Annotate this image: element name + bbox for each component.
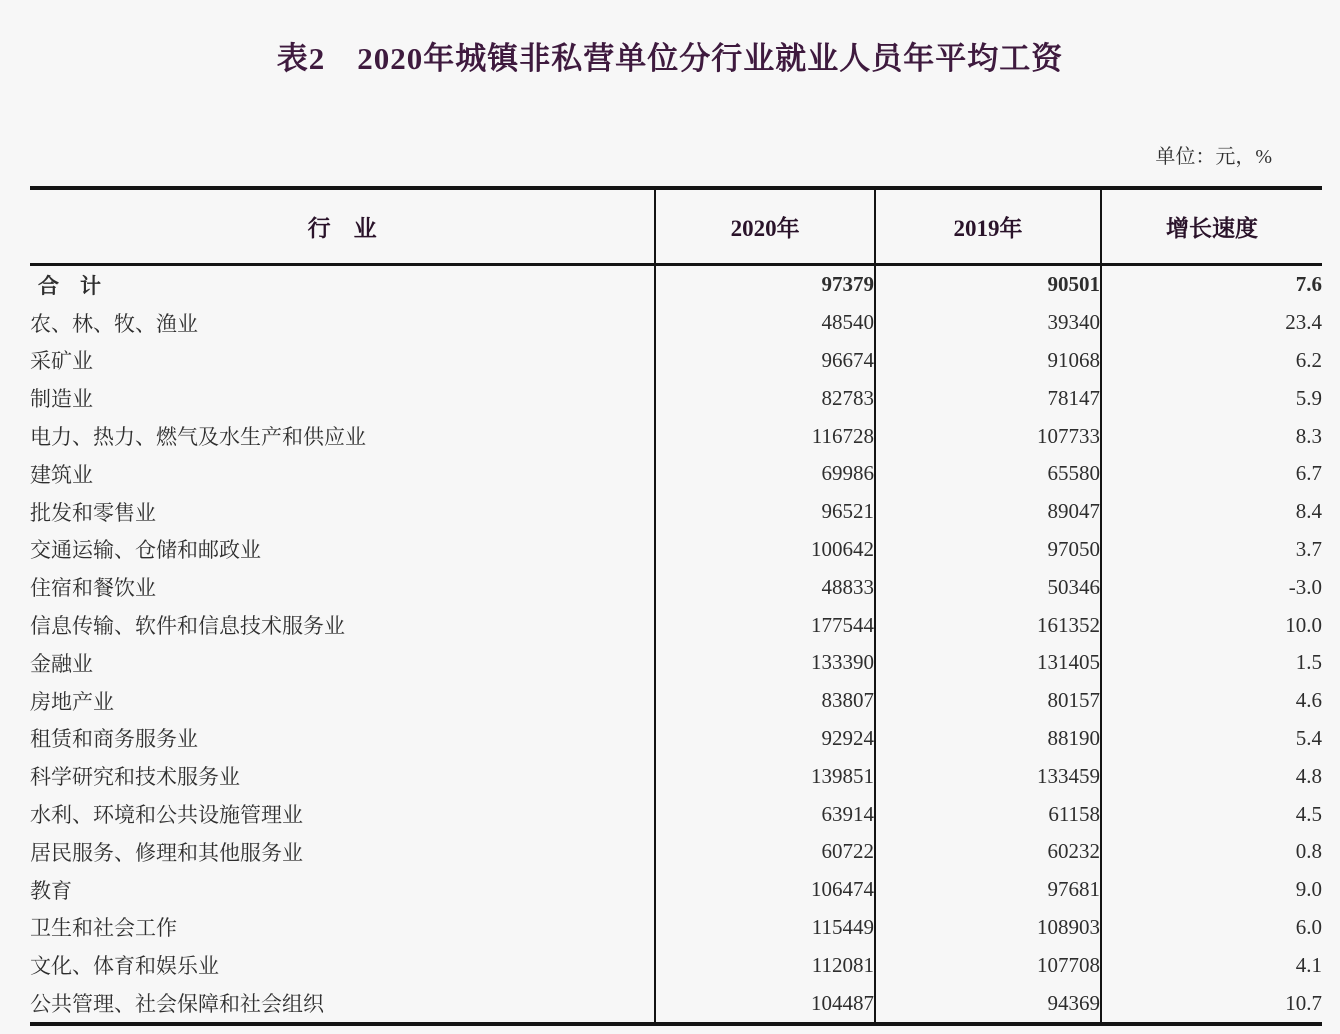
table-row xyxy=(30,455,1322,493)
industry-cell: 合 计 xyxy=(38,273,101,298)
value-2020-cell: 133390 xyxy=(655,644,875,682)
header-2019: 2019年 xyxy=(875,188,1101,265)
table-row xyxy=(30,342,1322,380)
value-2019-cell: 78147 xyxy=(875,379,1101,417)
table-body xyxy=(30,265,1322,1024)
industry-cell: 教育 xyxy=(30,878,72,903)
value-2019-cell: 94369 xyxy=(875,984,1101,1024)
table-row xyxy=(30,606,1322,644)
value-2020-cell: 82783 xyxy=(655,379,875,417)
value-2020-cell: 106474 xyxy=(655,871,875,909)
table-row xyxy=(30,417,1322,455)
value-2020-cell: 60722 xyxy=(655,833,875,871)
growth-cell: 10.7 xyxy=(1101,984,1322,1024)
industry-cell: 水利、环境和公共设施管理业 xyxy=(30,803,303,828)
value-2020-cell: 63914 xyxy=(655,795,875,833)
value-2019-cell: 97050 xyxy=(875,531,1101,569)
growth-cell: 4.8 xyxy=(1101,757,1322,795)
industry-cell: 卫生和社会工作 xyxy=(30,916,177,941)
value-2020-cell: 48540 xyxy=(655,304,875,342)
growth-cell: 6.2 xyxy=(1101,342,1322,380)
growth-cell: 10.0 xyxy=(1101,606,1322,644)
industry-cell: 采矿业 xyxy=(30,349,93,374)
table-header-row xyxy=(30,188,1322,265)
table-row xyxy=(30,568,1322,606)
value-2020-cell: 100642 xyxy=(655,531,875,569)
header-growth: 增长速度 xyxy=(1101,188,1322,265)
industry-cell: 公共管理、社会保障和社会组织 xyxy=(30,992,324,1017)
growth-cell: 0.8 xyxy=(1101,833,1322,871)
growth-cell: 23.4 xyxy=(1101,304,1322,342)
growth-cell: 5.4 xyxy=(1101,720,1322,758)
wage-table xyxy=(30,186,1322,1026)
value-2020-cell: 116728 xyxy=(655,417,875,455)
industry-cell: 居民服务、修理和其他服务业 xyxy=(30,840,303,865)
value-2019-cell: 131405 xyxy=(875,644,1101,682)
table-row xyxy=(30,984,1322,1024)
table-row xyxy=(30,946,1322,984)
growth-cell: 5.9 xyxy=(1101,379,1322,417)
value-2019-cell: 60232 xyxy=(875,833,1101,871)
value-2019-cell: 107708 xyxy=(875,946,1101,984)
industry-cell: 文化、体育和娱乐业 xyxy=(30,954,219,979)
value-2020-cell: 115449 xyxy=(655,909,875,947)
growth-cell: 4.6 xyxy=(1101,682,1322,720)
value-2019-cell: 108903 xyxy=(875,909,1101,947)
industry-cell: 住宿和餐饮业 xyxy=(30,576,156,601)
industry-cell: 农、林、牧、渔业 xyxy=(30,311,198,336)
growth-cell: 6.0 xyxy=(1101,909,1322,947)
value-2020-cell: 139851 xyxy=(655,757,875,795)
growth-cell: 8.4 xyxy=(1101,493,1322,531)
value-2019-cell: 50346 xyxy=(875,568,1101,606)
industry-cell: 电力、热力、燃气及水生产和供应业 xyxy=(30,425,366,450)
table-row xyxy=(30,531,1322,569)
value-2019-cell: 97681 xyxy=(875,871,1101,909)
table-row xyxy=(30,871,1322,909)
value-2019-cell: 91068 xyxy=(875,342,1101,380)
value-2019-cell: 39340 xyxy=(875,304,1101,342)
growth-cell: 3.7 xyxy=(1101,531,1322,569)
industry-cell: 制造业 xyxy=(30,387,93,412)
table-wrap xyxy=(30,186,1322,1026)
value-2019-cell: 61158 xyxy=(875,795,1101,833)
industry-cell: 房地产业 xyxy=(30,689,114,714)
value-2020-cell: 96521 xyxy=(655,493,875,531)
industry-cell: 交通运输、仓储和邮政业 xyxy=(30,538,261,563)
table-row xyxy=(30,379,1322,417)
value-2019-cell: 107733 xyxy=(875,417,1101,455)
header-2020: 2020年 xyxy=(655,188,875,265)
industry-cell: 科学研究和技术服务业 xyxy=(30,765,240,790)
value-2020-cell: 69986 xyxy=(655,455,875,493)
table-row xyxy=(30,833,1322,871)
table-row xyxy=(30,265,1322,304)
growth-cell: 1.5 xyxy=(1101,644,1322,682)
table-row xyxy=(30,757,1322,795)
header-industry: 行 业 xyxy=(30,188,655,265)
value-2019-cell: 161352 xyxy=(875,606,1101,644)
industry-cell: 租赁和商务服务业 xyxy=(30,727,198,752)
table-row xyxy=(30,493,1322,531)
value-2020-cell: 83807 xyxy=(655,682,875,720)
industry-cell: 批发和零售业 xyxy=(30,500,156,525)
value-2020-cell: 48833 xyxy=(655,568,875,606)
table-row xyxy=(30,795,1322,833)
value-2020-cell: 112081 xyxy=(655,946,875,984)
growth-cell: 8.3 xyxy=(1101,417,1322,455)
table-row xyxy=(30,304,1322,342)
value-2020-cell: 97379 xyxy=(655,265,875,304)
table-row xyxy=(30,644,1322,682)
table-row xyxy=(30,909,1322,947)
growth-cell: 4.1 xyxy=(1101,946,1322,984)
unit-note: 单位：元，% xyxy=(1155,146,1272,168)
industry-cell: 金融业 xyxy=(30,651,93,676)
value-2019-cell: 89047 xyxy=(875,493,1101,531)
growth-cell: -3.0 xyxy=(1101,568,1322,606)
table-row xyxy=(30,720,1322,758)
value-2019-cell: 80157 xyxy=(875,682,1101,720)
value-2020-cell: 104487 xyxy=(655,984,875,1024)
value-2019-cell: 88190 xyxy=(875,720,1101,758)
table-row xyxy=(30,682,1322,720)
value-2020-cell: 177544 xyxy=(655,606,875,644)
growth-cell: 4.5 xyxy=(1101,795,1322,833)
growth-cell: 9.0 xyxy=(1101,871,1322,909)
growth-cell: 7.6 xyxy=(1101,265,1322,304)
value-2019-cell: 90501 xyxy=(875,265,1101,304)
industry-cell: 信息传输、软件和信息技术服务业 xyxy=(30,614,345,639)
growth-cell: 6.7 xyxy=(1101,455,1322,493)
value-2019-cell: 133459 xyxy=(875,757,1101,795)
page-title: 表2 2020年城镇非私营单位分行业就业人员年平均工资 xyxy=(276,41,1064,76)
industry-cell: 建筑业 xyxy=(30,462,93,487)
value-2020-cell: 92924 xyxy=(655,720,875,758)
value-2019-cell: 65580 xyxy=(875,455,1101,493)
value-2020-cell: 96674 xyxy=(655,342,875,380)
